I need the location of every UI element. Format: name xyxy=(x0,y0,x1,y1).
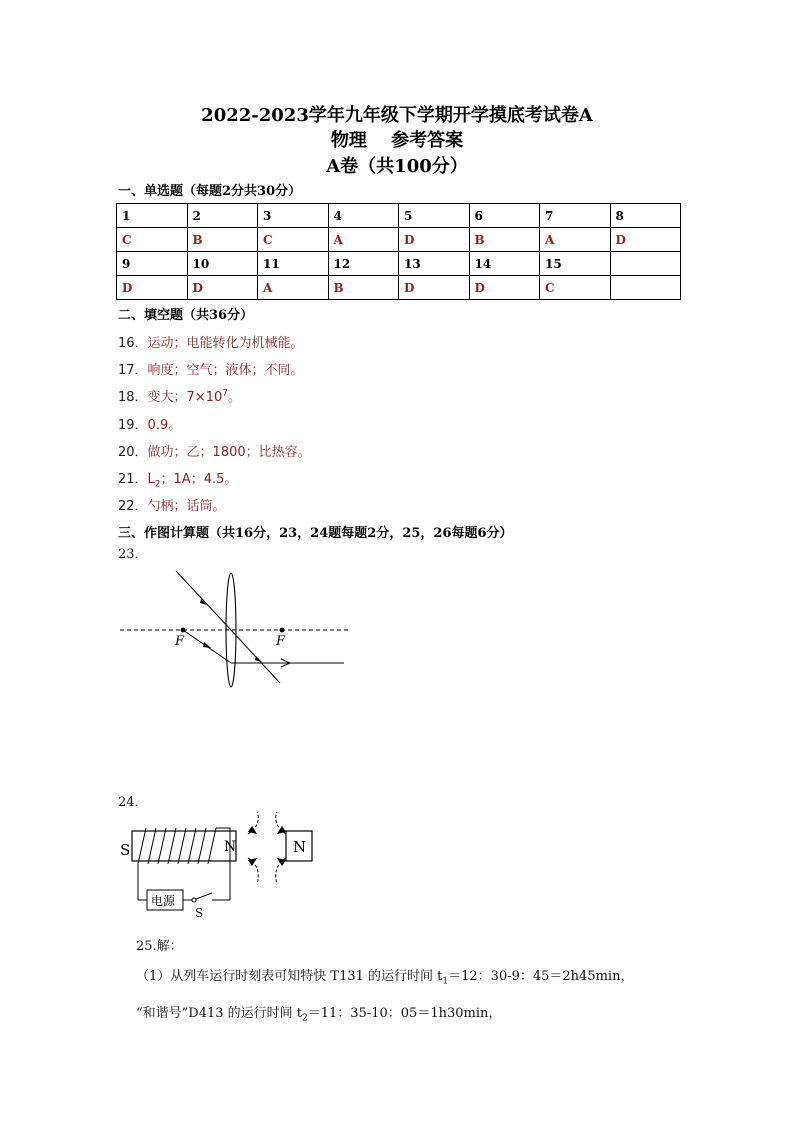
focus-label-left: F xyxy=(175,634,185,649)
question-23-label: 23． xyxy=(118,547,148,562)
table-row xyxy=(117,276,681,300)
answer-text: 变大；7×10 xyxy=(147,390,223,405)
table-cell: C xyxy=(117,228,188,252)
question-number: 21． xyxy=(118,472,148,487)
question-number: 18． xyxy=(118,390,148,405)
section1-title: 一、单选题（每题2分共30分） xyxy=(118,184,302,199)
q25-line-1 xyxy=(136,965,633,987)
lens-diagram xyxy=(118,565,358,690)
table-cell: 13 xyxy=(399,252,470,276)
subscript: 2 xyxy=(154,479,161,490)
q25-text: ＝11：35-10：05＝1h30min， xyxy=(307,1006,502,1021)
answer-17 xyxy=(118,359,304,378)
q25-line-2 xyxy=(136,1002,501,1024)
coil-windings xyxy=(138,828,230,900)
answer-text: L xyxy=(147,472,155,487)
answer-19 xyxy=(118,414,181,433)
table-cell: 11 xyxy=(258,252,329,276)
question-24-label: 24． xyxy=(118,795,148,810)
table-cell: A xyxy=(540,228,611,252)
table-cell: D xyxy=(399,276,470,300)
table-cell: B xyxy=(328,276,399,300)
subject-title: 物理 参考答案 xyxy=(330,130,464,151)
pole-label-s: S xyxy=(120,841,131,859)
magnet-pole-label: N xyxy=(293,838,307,856)
answer-text: 0.9。 xyxy=(147,418,182,433)
switch-label: S xyxy=(195,906,204,920)
table-cell: 7 xyxy=(540,204,611,228)
table-row xyxy=(117,252,681,276)
answer-18 xyxy=(118,386,241,405)
table-cell: D xyxy=(610,228,681,252)
table-cell: 12 xyxy=(328,252,399,276)
table-cell xyxy=(610,276,681,300)
subscript: 2 xyxy=(302,1013,308,1024)
table-cell: 15 xyxy=(540,252,611,276)
table-cell: B xyxy=(187,228,258,252)
table-cell: A xyxy=(328,228,399,252)
exponent: 7 xyxy=(222,388,228,399)
power-supply-label: 电源 xyxy=(151,894,176,908)
electromagnet-diagram xyxy=(116,812,316,927)
pole-label-n: N xyxy=(224,839,237,855)
table-cell: 3 xyxy=(258,204,329,228)
section3-title: 三、作图计算题（共16分，23，24题每题2分，25，26每题6分） xyxy=(118,526,513,541)
exam-title: 2022-2023学年九年级下学期开学摸底考试卷A xyxy=(201,105,593,126)
table-cell: D xyxy=(187,276,258,300)
table-cell: D xyxy=(469,276,540,300)
table-cell: B xyxy=(469,228,540,252)
question-number: 19． xyxy=(118,418,148,433)
question-number: 22． xyxy=(118,499,148,514)
table-cell: C xyxy=(540,276,611,300)
table-cell: 6 xyxy=(469,204,540,228)
section2-title: 二、填空题（共36分） xyxy=(118,308,254,323)
incident-ray xyxy=(176,571,231,630)
refracted-ray xyxy=(231,630,280,683)
table-cell: 4 xyxy=(328,204,399,228)
q25-text: （1）从列车运行时刻表可知特快 T131 的运行时间 t xyxy=(136,969,443,984)
answer-text: 响度；空气；液体；不同。 xyxy=(147,363,304,378)
table-cell: D xyxy=(399,228,470,252)
volume-title: A卷（共100分） xyxy=(326,156,468,177)
table-cell xyxy=(610,252,681,276)
answer-22 xyxy=(118,495,226,514)
answer-text: 运动；电能转化为机械能。 xyxy=(147,336,304,351)
question-number: 16． xyxy=(118,336,148,351)
answer-21 xyxy=(118,468,237,490)
answer-16 xyxy=(118,332,304,351)
answer-text: 勺柄；话筒。 xyxy=(147,499,226,514)
table-cell: C xyxy=(258,228,329,252)
question-25-label: 25.解： xyxy=(136,939,183,954)
answer-table xyxy=(116,203,681,300)
subscript: 1 xyxy=(442,976,449,987)
table-cell: 8 xyxy=(610,204,681,228)
focus-label-right: F xyxy=(276,634,286,649)
table-row xyxy=(117,204,681,228)
ray-arrow xyxy=(203,642,211,648)
switch-blade xyxy=(196,893,212,899)
table-cell: D xyxy=(117,276,188,300)
q25-text: “和谐号”D413 的运行时间 t xyxy=(136,1006,303,1021)
table-cell: 10 xyxy=(187,252,258,276)
question-number: 17． xyxy=(118,363,148,378)
table-cell: 9 xyxy=(117,252,188,276)
ray-arrow xyxy=(255,656,262,662)
focal-point-right xyxy=(280,628,285,633)
table-cell: 1 xyxy=(117,204,188,228)
table-cell: 5 xyxy=(399,204,470,228)
answer-tail: ；1A；4.5。 xyxy=(160,472,238,487)
answer-20 xyxy=(118,441,311,460)
question-number: 20． xyxy=(118,445,148,460)
answer-text: 做功；乙；1800；比热容。 xyxy=(147,445,311,460)
table-cell: A xyxy=(258,276,329,300)
table-cell: 14 xyxy=(469,252,540,276)
table-cell: 2 xyxy=(187,204,258,228)
q25-text: ＝12：30-9：45＝2h45min， xyxy=(448,969,634,984)
answer-tail: 。 xyxy=(228,390,242,405)
magnetic-field-lines xyxy=(248,812,286,884)
switch-contact xyxy=(192,898,196,902)
table-row xyxy=(117,228,681,252)
